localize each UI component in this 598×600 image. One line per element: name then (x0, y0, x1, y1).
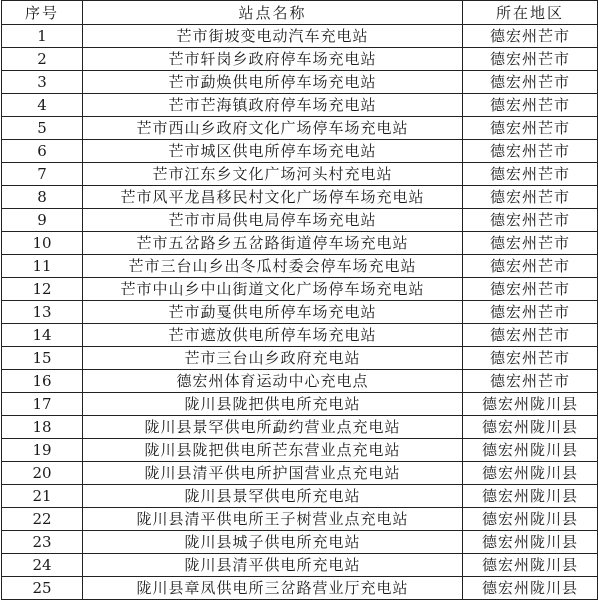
table-row (2, 232, 598, 255)
station-table (1, 0, 598, 600)
cell-serial-number: 8 (2, 186, 83, 209)
cell-station-name: 芒市城区供电所停车场充电站 (83, 140, 463, 163)
cell-location: 德宏州芒市 (463, 370, 598, 393)
cell-station-name: 陇川县景罕供电所充电站 (83, 485, 463, 508)
cell-serial-number: 20 (2, 462, 83, 485)
cell-station-name: 芒市勐戛供电所停车场充电站 (83, 301, 463, 324)
table-row (2, 393, 598, 416)
cell-station-name: 芒市三台山乡政府充电站 (83, 347, 463, 370)
cell-station-name: 陇川县清平供电所护国营业点充电站 (83, 462, 463, 485)
cell-location: 德宏州陇川县 (463, 577, 598, 600)
cell-location: 德宏州陇川县 (463, 462, 598, 485)
cell-station-name: 陇川县清平供电所充电站 (83, 554, 463, 577)
table-row (2, 140, 598, 163)
table-row (2, 370, 598, 393)
table-row (2, 554, 598, 577)
cell-location: 德宏州芒市 (463, 117, 598, 140)
table-row (2, 117, 598, 140)
cell-serial-number: 16 (2, 370, 83, 393)
cell-serial-number: 14 (2, 324, 83, 347)
cell-serial-number: 22 (2, 508, 83, 531)
cell-serial-number: 1 (2, 25, 83, 48)
cell-station-name: 陇川县城子供电所充电站 (83, 531, 463, 554)
table-row (2, 163, 598, 186)
table-row (2, 25, 598, 48)
cell-serial-number: 15 (2, 347, 83, 370)
cell-location: 德宏州芒市 (463, 71, 598, 94)
table-row (2, 347, 598, 370)
cell-location: 德宏州芒市 (463, 140, 598, 163)
cell-location: 德宏州芒市 (463, 186, 598, 209)
cell-serial-number: 4 (2, 94, 83, 117)
cell-serial-number: 24 (2, 554, 83, 577)
cell-location: 德宏州芒市 (463, 255, 598, 278)
cell-location: 德宏州陇川县 (463, 393, 598, 416)
cell-station-name: 陇川县陇把供电所充电站 (83, 393, 463, 416)
cell-location: 德宏州芒市 (463, 209, 598, 232)
table-row (2, 209, 598, 232)
cell-station-name: 芒市勐焕供电所停车场充电站 (83, 71, 463, 94)
cell-serial-number: 2 (2, 48, 83, 71)
header-location: 所在地区 (463, 1, 598, 25)
cell-serial-number: 19 (2, 439, 83, 462)
cell-serial-number: 23 (2, 531, 83, 554)
cell-location: 德宏州芒市 (463, 48, 598, 71)
cell-location: 德宏州陇川县 (463, 439, 598, 462)
cell-station-name: 陇川县陇把供电所芒东营业点充电站 (83, 439, 463, 462)
table-row (2, 186, 598, 209)
cell-station-name: 芒市江东乡文化广场河头村充电站 (83, 163, 463, 186)
cell-station-name: 陇川县景罕供电所勐约营业点充电站 (83, 416, 463, 439)
cell-station-name: 陇川县清平供电所王子树营业点充电站 (83, 508, 463, 531)
cell-location: 德宏州芒市 (463, 94, 598, 117)
table-row (2, 48, 598, 71)
table-row (2, 439, 598, 462)
cell-station-name: 芒市中山乡中山街道文化广场停车场充电站 (83, 278, 463, 301)
cell-serial-number: 5 (2, 117, 83, 140)
cell-serial-number: 13 (2, 301, 83, 324)
table-row (2, 71, 598, 94)
cell-station-name: 芒市轩岗乡政府停车场充电站 (83, 48, 463, 71)
cell-serial-number: 17 (2, 393, 83, 416)
table-row (2, 462, 598, 485)
cell-serial-number: 9 (2, 209, 83, 232)
cell-location: 德宏州陇川县 (463, 485, 598, 508)
cell-station-name: 芒市芒海镇政府停车场充电站 (83, 94, 463, 117)
cell-location: 德宏州芒市 (463, 232, 598, 255)
cell-location: 德宏州陇川县 (463, 416, 598, 439)
cell-location: 德宏州芒市 (463, 163, 598, 186)
table-row (2, 255, 598, 278)
table-row (2, 301, 598, 324)
cell-serial-number: 7 (2, 163, 83, 186)
cell-station-name: 芒市五岔路乡五岔路街道停车场充电站 (83, 232, 463, 255)
cell-location: 德宏州陇川县 (463, 531, 598, 554)
cell-serial-number: 3 (2, 71, 83, 94)
cell-location: 德宏州陇川县 (463, 508, 598, 531)
cell-location: 德宏州芒市 (463, 25, 598, 48)
cell-serial-number: 18 (2, 416, 83, 439)
table-row (2, 94, 598, 117)
cell-station-name: 芒市三台山乡出冬瓜村委会停车场充电站 (83, 255, 463, 278)
cell-serial-number: 21 (2, 485, 83, 508)
cell-station-name: 德宏州体育运动中心充电点 (83, 370, 463, 393)
header-station-name: 站点名称 (83, 1, 463, 25)
table-row (2, 416, 598, 439)
cell-station-name: 芒市市局供电局停车场充电站 (83, 209, 463, 232)
table-row (2, 508, 598, 531)
table-row (2, 577, 598, 600)
table-row (2, 278, 598, 301)
cell-station-name: 芒市街坡变电动汽车充电站 (83, 25, 463, 48)
cell-location: 德宏州芒市 (463, 301, 598, 324)
cell-serial-number: 11 (2, 255, 83, 278)
table-row (2, 324, 598, 347)
cell-station-name: 芒市风平龙昌移民村文化广场停车场充电站 (83, 186, 463, 209)
cell-station-name: 陇川县章凤供电所三岔路营业厅充电站 (83, 577, 463, 600)
cell-serial-number: 10 (2, 232, 83, 255)
cell-serial-number: 12 (2, 278, 83, 301)
cell-location: 德宏州芒市 (463, 278, 598, 301)
cell-location: 德宏州芒市 (463, 324, 598, 347)
cell-location: 德宏州陇川县 (463, 554, 598, 577)
cell-station-name: 芒市西山乡政府文化广场停车场充电站 (83, 117, 463, 140)
cell-serial-number: 25 (2, 577, 83, 600)
cell-serial-number: 6 (2, 140, 83, 163)
header-serial-number: 序号 (2, 1, 83, 25)
table-row (2, 485, 598, 508)
table-header-row (2, 1, 598, 25)
cell-location: 德宏州芒市 (463, 347, 598, 370)
cell-station-name: 芒市遮放供电所停车场充电站 (83, 324, 463, 347)
table-row (2, 531, 598, 554)
